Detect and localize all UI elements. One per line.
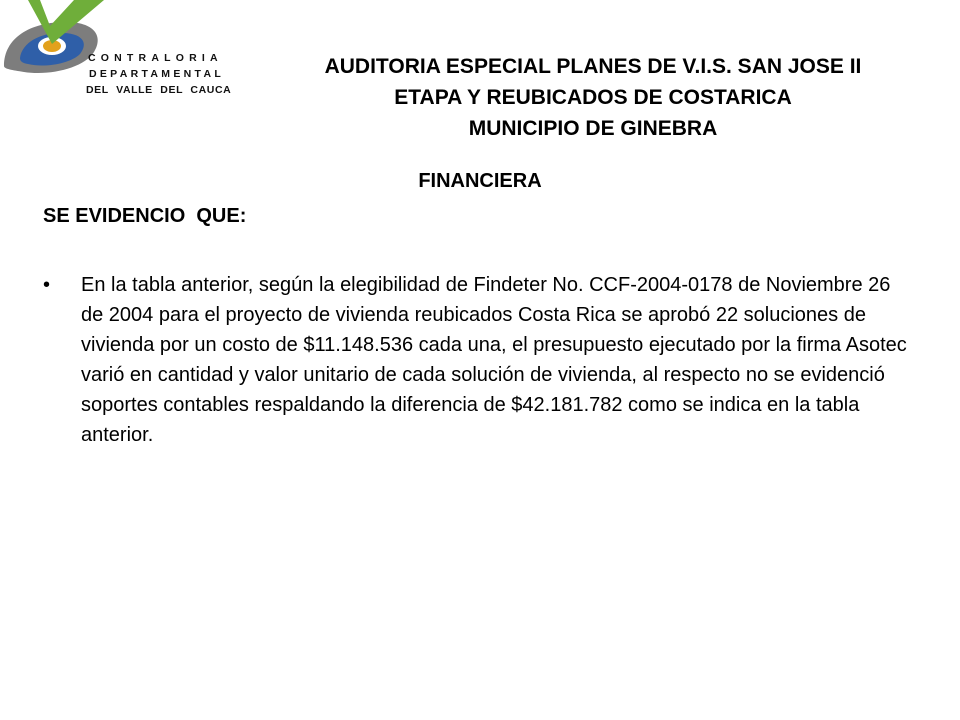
contraloria-logo xyxy=(0,0,230,115)
logo-line-2: DEPARTAMENTAL xyxy=(89,68,225,80)
section-subtitle: FINANCIERA xyxy=(418,170,542,192)
list-item xyxy=(43,270,913,450)
page-title xyxy=(236,51,950,144)
bullet-icon: • xyxy=(43,274,51,296)
logo-line-1: CONTRALORIA xyxy=(88,52,223,64)
findings-list xyxy=(43,270,913,450)
findings-heading: SE EVIDENCIO QUE: xyxy=(43,205,247,227)
logo-line-3: DEL VALLE DEL CAUCA xyxy=(86,84,232,96)
logo-wordmark xyxy=(80,50,231,98)
title-line-1: AUDITORIA ESPECIAL PLANES DE V.I.S. SAN JOSE II xyxy=(324,55,862,78)
title-line-3: MUNICIPIO DE GINEBRA xyxy=(468,117,718,140)
finding-text: En la tabla anterior, según la elegibilidad de Findeter No. CCF-2004-0178 de Noviembre 26 de 2004 para el proyecto de vivienda reubicados Costa Rica se aprobó 22 soluciones de vivienda por un costo de $11.148.536 cada una, el presupuesto ejecutado por la firma Asotec varió en cantidad y valor unitario de cada solución de vivienda, al respecto no se evidenció soportes contables respaldando la diferencia de $42.181.782 como se indica en la tabla anterior. xyxy=(81,274,907,446)
title-line-2: ETAPA Y REUBICADOS DE COSTARICA xyxy=(394,86,792,109)
